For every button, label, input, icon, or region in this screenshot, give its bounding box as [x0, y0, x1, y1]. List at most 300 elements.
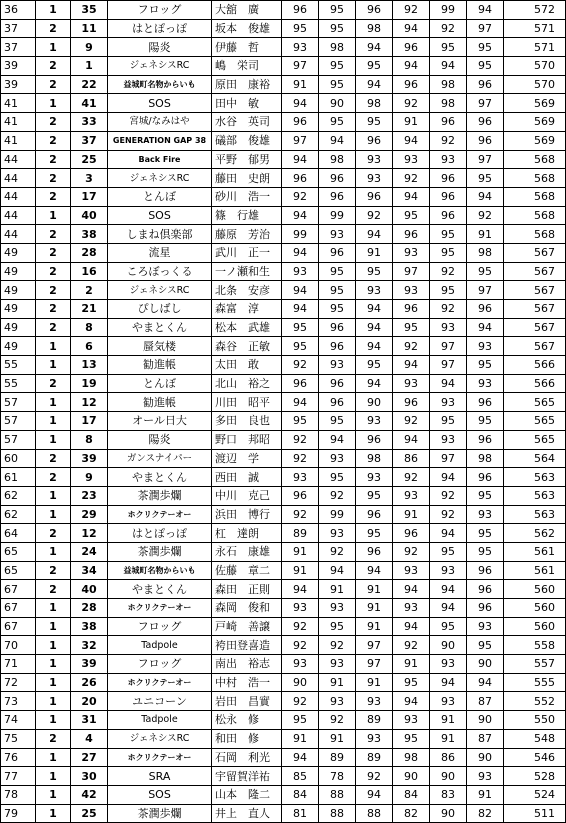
rank-cell: 74: [1, 711, 36, 730]
team-cell: 益城町名物からいも: [108, 75, 212, 94]
number-cell: 6: [71, 337, 108, 356]
series-4-score: 94: [393, 19, 430, 38]
series-2-score: 90: [319, 94, 356, 113]
series-3-score: 94: [356, 75, 393, 94]
table-row: [1, 38, 566, 57]
total-score-cell: 572: [504, 1, 566, 20]
total-score-cell: 561: [504, 542, 566, 561]
series-6-score: 96: [467, 393, 504, 412]
series-6-score: 93: [467, 505, 504, 524]
rank-cell: 67: [1, 617, 36, 636]
group-cell: 2: [36, 561, 71, 580]
series-1-score: 96: [282, 374, 319, 393]
team-cell: はとぽっぽ: [108, 19, 212, 38]
total-score-cell: 569: [504, 94, 566, 113]
series-4-score: 96: [393, 524, 430, 543]
team-cell: 茶潤歩爛: [108, 804, 212, 823]
total-score-cell: 567: [504, 262, 566, 281]
number-cell: 25: [71, 150, 108, 169]
total-score-cell: 550: [504, 711, 566, 730]
total-score-cell: 565: [504, 412, 566, 431]
table-row: [1, 692, 566, 711]
series-5-score: 95: [430, 243, 467, 262]
team-cell: ホクリクテーオー: [108, 599, 212, 618]
series-3-score: 93: [356, 412, 393, 431]
group-cell: 2: [36, 187, 71, 206]
series-5-score: 93: [430, 393, 467, 412]
group-cell: 1: [36, 94, 71, 113]
series-3-score: 91: [356, 617, 393, 636]
group-cell: 1: [36, 767, 71, 786]
series-1-score: 95: [282, 412, 319, 431]
series-2-score: 93: [319, 655, 356, 674]
series-6-score: 96: [467, 75, 504, 94]
shooter-name-cell: 大舘 廣: [212, 1, 282, 20]
series-6-score: 97: [467, 150, 504, 169]
series-5-score: 92: [430, 505, 467, 524]
rank-cell: 65: [1, 561, 36, 580]
rank-cell: 39: [1, 75, 36, 94]
shooter-name-cell: 水谷 英司: [212, 113, 282, 132]
series-2-score: 93: [319, 356, 356, 375]
number-cell: 17: [71, 412, 108, 431]
series-4-score: 94: [393, 356, 430, 375]
series-1-score: 99: [282, 225, 319, 244]
rank-cell: 75: [1, 729, 36, 748]
series-5-score: 90: [430, 767, 467, 786]
series-2-score: 92: [319, 711, 356, 730]
series-5-score: 94: [430, 468, 467, 487]
series-3-score: 94: [356, 225, 393, 244]
shooter-name-cell: 戸崎 善譲: [212, 617, 282, 636]
rank-cell: 55: [1, 374, 36, 393]
series-6-score: 97: [467, 94, 504, 113]
series-4-score: 94: [393, 617, 430, 636]
number-cell: 12: [71, 524, 108, 543]
team-cell: SOS: [108, 206, 212, 225]
table-row: [1, 505, 566, 524]
series-5-score: 95: [430, 617, 467, 636]
rank-cell: 44: [1, 169, 36, 188]
series-1-score: 89: [282, 524, 319, 543]
rank-cell: 60: [1, 449, 36, 468]
rank-cell: 65: [1, 542, 36, 561]
series-3-score: 96: [356, 131, 393, 150]
team-cell: とんぼ: [108, 187, 212, 206]
shooter-name-cell: 嶋 栄司: [212, 57, 282, 76]
series-6-score: 96: [467, 599, 504, 618]
series-3-score: 94: [356, 785, 393, 804]
series-5-score: 92: [430, 486, 467, 505]
shooter-name-cell: 中川 克己: [212, 486, 282, 505]
total-score-cell: 567: [504, 281, 566, 300]
series-5-score: 96: [430, 187, 467, 206]
total-score-cell: 567: [504, 300, 566, 319]
series-4-score: 94: [393, 187, 430, 206]
number-cell: 16: [71, 262, 108, 281]
total-score-cell: 524: [504, 785, 566, 804]
series-5-score: 86: [430, 748, 467, 767]
team-cell: SOS: [108, 785, 212, 804]
group-cell: 2: [36, 449, 71, 468]
series-6-score: 91: [467, 785, 504, 804]
series-6-score: 95: [467, 542, 504, 561]
number-cell: 21: [71, 300, 108, 319]
series-2-score: 94: [319, 131, 356, 150]
shooter-name-cell: 松本 武雄: [212, 318, 282, 337]
series-1-score: 93: [282, 599, 319, 618]
series-3-score: 93: [356, 692, 393, 711]
series-5-score: 97: [430, 449, 467, 468]
series-6-score: 90: [467, 655, 504, 674]
team-cell: オール日大: [108, 412, 212, 431]
series-2-score: 96: [319, 374, 356, 393]
series-3-score: 94: [356, 374, 393, 393]
series-2-score: 95: [319, 412, 356, 431]
series-5-score: 93: [430, 318, 467, 337]
rank-cell: 36: [1, 1, 36, 20]
rank-cell: 49: [1, 243, 36, 262]
series-2-score: 99: [319, 206, 356, 225]
group-cell: 1: [36, 636, 71, 655]
series-1-score: 92: [282, 449, 319, 468]
series-5-score: 94: [430, 599, 467, 618]
team-cell: 茶潤歩爛: [108, 542, 212, 561]
total-score-cell: 567: [504, 337, 566, 356]
shooter-name-cell: 北条 安彦: [212, 281, 282, 300]
series-6-score: 95: [467, 412, 504, 431]
series-1-score: 94: [282, 281, 319, 300]
rank-cell: 57: [1, 430, 36, 449]
number-cell: 25: [71, 804, 108, 823]
table-row: [1, 673, 566, 692]
series-2-score: 91: [319, 729, 356, 748]
team-cell: ホクリクテーオー: [108, 748, 212, 767]
series-5-score: 91: [430, 729, 467, 748]
total-score-cell: 552: [504, 692, 566, 711]
rank-cell: 49: [1, 337, 36, 356]
series-3-score: 98: [356, 449, 393, 468]
shooter-name-cell: 砂川 浩一: [212, 187, 282, 206]
series-3-score: 88: [356, 804, 393, 823]
total-score-cell: 569: [504, 131, 566, 150]
team-cell: ころぼっくる: [108, 262, 212, 281]
rank-cell: 76: [1, 748, 36, 767]
team-cell: ジェネシスRC: [108, 729, 212, 748]
table-row: [1, 57, 566, 76]
number-cell: 30: [71, 767, 108, 786]
series-4-score: 93: [393, 561, 430, 580]
shooter-name-cell: 藤原 芳治: [212, 225, 282, 244]
table-row: [1, 243, 566, 262]
series-2-score: 95: [319, 281, 356, 300]
total-score-cell: 562: [504, 524, 566, 543]
table-row: [1, 636, 566, 655]
number-cell: 40: [71, 206, 108, 225]
shooter-name-cell: 一ノ瀬和生: [212, 262, 282, 281]
shooter-name-cell: 多田 良也: [212, 412, 282, 431]
table-row: [1, 393, 566, 412]
series-2-score: 99: [319, 505, 356, 524]
total-score-cell: 565: [504, 393, 566, 412]
table-row: [1, 617, 566, 636]
table-row: [1, 468, 566, 487]
series-4-score: 84: [393, 785, 430, 804]
group-cell: 1: [36, 206, 71, 225]
series-4-score: 92: [393, 412, 430, 431]
number-cell: 2: [71, 281, 108, 300]
series-3-score: 95: [356, 356, 393, 375]
team-cell: ジェネシスRC: [108, 169, 212, 188]
series-5-score: 93: [430, 561, 467, 580]
series-4-score: 92: [393, 542, 430, 561]
series-4-score: 95: [393, 206, 430, 225]
table-row: [1, 169, 566, 188]
series-1-score: 95: [282, 337, 319, 356]
shooter-name-cell: 井上 直人: [212, 804, 282, 823]
series-6-score: 93: [467, 374, 504, 393]
total-score-cell: 560: [504, 599, 566, 618]
series-5-score: 95: [430, 38, 467, 57]
rank-cell: 49: [1, 262, 36, 281]
series-4-score: 91: [393, 113, 430, 132]
team-cell: ホクリクテーオー: [108, 673, 212, 692]
series-6-score: 94: [467, 318, 504, 337]
series-5-score: 93: [430, 655, 467, 674]
series-2-score: 91: [319, 673, 356, 692]
table-row: [1, 412, 566, 431]
number-cell: 28: [71, 243, 108, 262]
total-score-cell: 570: [504, 75, 566, 94]
series-5-score: 93: [430, 430, 467, 449]
series-1-score: 93: [282, 468, 319, 487]
series-6-score: 93: [467, 337, 504, 356]
series-3-score: 93: [356, 169, 393, 188]
series-5-score: 94: [430, 580, 467, 599]
series-6-score: 96: [467, 468, 504, 487]
series-2-score: 92: [319, 486, 356, 505]
shooter-name-cell: 中村 浩一: [212, 673, 282, 692]
rank-cell: 49: [1, 300, 36, 319]
number-cell: 23: [71, 486, 108, 505]
series-4-score: 94: [393, 580, 430, 599]
series-1-score: 95: [282, 318, 319, 337]
series-3-score: 93: [356, 468, 393, 487]
total-score-cell: 546: [504, 748, 566, 767]
series-3-score: 94: [356, 337, 393, 356]
number-cell: 22: [71, 75, 108, 94]
rank-cell: 78: [1, 785, 36, 804]
table-row: [1, 599, 566, 618]
rank-cell: 37: [1, 19, 36, 38]
team-cell: ホクリクテーオー: [108, 505, 212, 524]
number-cell: 41: [71, 94, 108, 113]
series-3-score: 93: [356, 281, 393, 300]
series-2-score: 96: [319, 337, 356, 356]
number-cell: 13: [71, 356, 108, 375]
total-score-cell: 566: [504, 374, 566, 393]
series-1-score: 81: [282, 804, 319, 823]
series-4-score: 96: [393, 393, 430, 412]
series-3-score: 90: [356, 393, 393, 412]
number-cell: 38: [71, 617, 108, 636]
team-cell: SOS: [108, 94, 212, 113]
rank-cell: 67: [1, 599, 36, 618]
series-3-score: 91: [356, 673, 393, 692]
series-1-score: 94: [282, 300, 319, 319]
series-2-score: 96: [319, 169, 356, 188]
rank-cell: 77: [1, 767, 36, 786]
total-score-cell: 563: [504, 486, 566, 505]
group-cell: 2: [36, 729, 71, 748]
series-1-score: 94: [282, 150, 319, 169]
shooter-name-cell: 森田 正則: [212, 580, 282, 599]
series-5-score: 92: [430, 300, 467, 319]
team-cell: Tadpole: [108, 636, 212, 655]
total-score-cell: 560: [504, 580, 566, 599]
series-4-score: 82: [393, 804, 430, 823]
number-cell: 1: [71, 57, 108, 76]
total-score-cell: 558: [504, 636, 566, 655]
shooter-name-cell: 山本 隆二: [212, 785, 282, 804]
series-5-score: 97: [430, 337, 467, 356]
series-2-score: 95: [319, 19, 356, 38]
table-row: [1, 430, 566, 449]
table-row: [1, 225, 566, 244]
series-5-score: 96: [430, 206, 467, 225]
group-cell: 2: [36, 75, 71, 94]
series-1-score: 92: [282, 430, 319, 449]
series-4-score: 92: [393, 468, 430, 487]
series-6-score: 96: [467, 113, 504, 132]
shooter-name-cell: 平野 郁男: [212, 150, 282, 169]
series-6-score: 87: [467, 729, 504, 748]
group-cell: 2: [36, 57, 71, 76]
series-2-score: 78: [319, 767, 356, 786]
series-2-score: 98: [319, 38, 356, 57]
series-2-score: 98: [319, 150, 356, 169]
series-6-score: 96: [467, 430, 504, 449]
series-2-score: 95: [319, 1, 356, 20]
series-5-score: 95: [430, 281, 467, 300]
series-3-score: 91: [356, 243, 393, 262]
series-6-score: 95: [467, 57, 504, 76]
series-1-score: 94: [282, 393, 319, 412]
table-row: [1, 75, 566, 94]
series-1-score: 95: [282, 19, 319, 38]
series-3-score: 97: [356, 636, 393, 655]
series-2-score: 95: [319, 57, 356, 76]
group-cell: 1: [36, 486, 71, 505]
number-cell: 8: [71, 318, 108, 337]
group-cell: 2: [36, 225, 71, 244]
shooter-name-cell: 杠 達朗: [212, 524, 282, 543]
number-cell: 3: [71, 169, 108, 188]
table-row: [1, 94, 566, 113]
series-4-score: 93: [393, 150, 430, 169]
group-cell: 2: [36, 300, 71, 319]
group-cell: 1: [36, 692, 71, 711]
series-5-score: 92: [430, 131, 467, 150]
series-4-score: 96: [393, 38, 430, 57]
series-1-score: 96: [282, 486, 319, 505]
series-5-score: 90: [430, 804, 467, 823]
series-1-score: 94: [282, 206, 319, 225]
series-2-score: 96: [319, 318, 356, 337]
series-3-score: 98: [356, 19, 393, 38]
table-row: [1, 655, 566, 674]
number-cell: 39: [71, 449, 108, 468]
series-3-score: 92: [356, 767, 393, 786]
number-cell: 12: [71, 393, 108, 412]
number-cell: 11: [71, 19, 108, 38]
total-score-cell: 568: [504, 206, 566, 225]
series-6-score: 95: [467, 356, 504, 375]
number-cell: 31: [71, 711, 108, 730]
shooter-name-cell: 浜田 博行: [212, 505, 282, 524]
series-3-score: 91: [356, 580, 393, 599]
series-3-score: 95: [356, 486, 393, 505]
series-1-score: 96: [282, 169, 319, 188]
series-2-score: 93: [319, 599, 356, 618]
series-4-score: 93: [393, 243, 430, 262]
total-score-cell: 571: [504, 38, 566, 57]
shooter-name-cell: 和田 修: [212, 729, 282, 748]
series-5-score: 93: [430, 150, 467, 169]
group-cell: 2: [36, 374, 71, 393]
number-cell: 38: [71, 225, 108, 244]
group-cell: 2: [36, 318, 71, 337]
series-6-score: 94: [467, 187, 504, 206]
team-cell: ぴしばし: [108, 300, 212, 319]
total-score-cell: 564: [504, 449, 566, 468]
team-cell: GENERATION GAP 38: [108, 131, 212, 150]
series-4-score: 93: [393, 374, 430, 393]
rank-cell: 57: [1, 393, 36, 412]
table-row: [1, 542, 566, 561]
number-cell: 39: [71, 655, 108, 674]
total-score-cell: 568: [504, 169, 566, 188]
series-6-score: 98: [467, 449, 504, 468]
series-3-score: 94: [356, 318, 393, 337]
series-6-score: 87: [467, 692, 504, 711]
series-1-score: 91: [282, 561, 319, 580]
table-row: [1, 524, 566, 543]
group-cell: 2: [36, 524, 71, 543]
series-4-score: 93: [393, 711, 430, 730]
series-6-score: 96: [467, 131, 504, 150]
total-score-cell: 568: [504, 150, 566, 169]
rank-cell: 41: [1, 94, 36, 113]
series-5-score: 83: [430, 785, 467, 804]
number-cell: 37: [71, 131, 108, 150]
rank-cell: 37: [1, 38, 36, 57]
table-row: [1, 729, 566, 748]
series-2-score: 93: [319, 692, 356, 711]
series-4-score: 94: [393, 430, 430, 449]
team-cell: 流星: [108, 243, 212, 262]
shooter-name-cell: 篠 行雄: [212, 206, 282, 225]
series-6-score: 96: [467, 561, 504, 580]
table-row: [1, 804, 566, 823]
team-cell: はとぽっぽ: [108, 524, 212, 543]
number-cell: 33: [71, 113, 108, 132]
table-row: [1, 356, 566, 375]
group-cell: 1: [36, 785, 71, 804]
team-cell: フロッグ: [108, 617, 212, 636]
series-1-score: 90: [282, 673, 319, 692]
series-4-score: 98: [393, 748, 430, 767]
